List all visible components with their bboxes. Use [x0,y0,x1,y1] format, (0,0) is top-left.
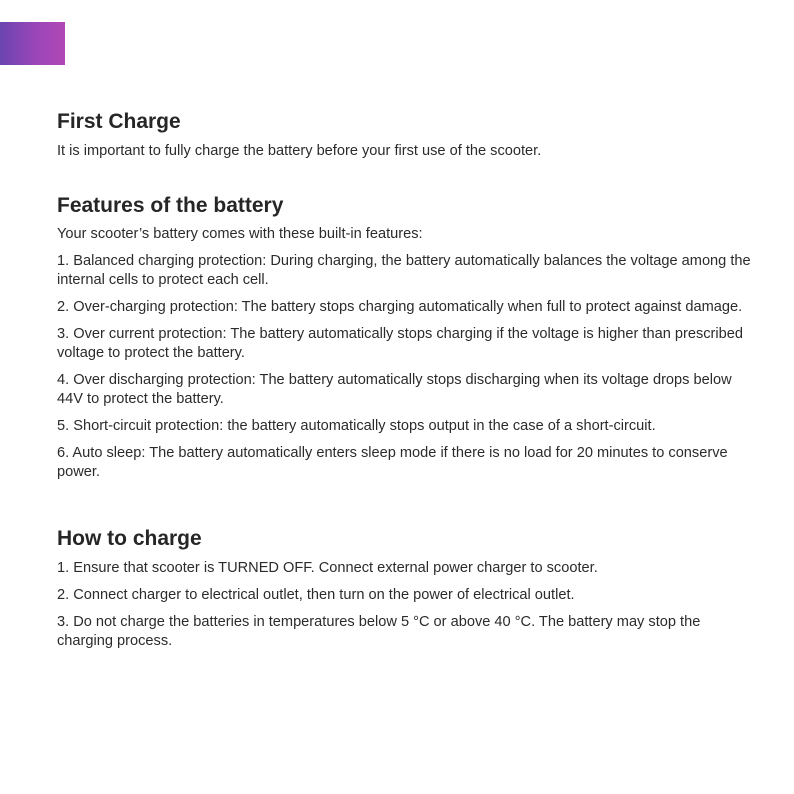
feature-item: 5. Short-circuit protection: the battery automatically stops output in the case of a short-circuit. [57,418,656,434]
battery-features-intro: Your scooter’s battery comes with these built-in features: [57,226,423,242]
how-to-charge-section [57,525,757,651]
battery-features-title: Features of the battery [57,194,284,217]
how-to-charge-list [57,559,757,651]
first-charge-body: It is important to fully charge the battery before your first use of the scooter. [57,143,542,159]
first-charge-title: First Charge [57,110,181,133]
charge-step: 2. Connect charger to electrical outlet, then turn on the power of electrical outlet. [57,587,575,603]
charge-step: 1. Ensure that scooter is TURNED OFF. Connect external power charger to scooter. [57,560,598,576]
feature-item: 6. Auto sleep: The battery automatically enters sleep mode if there is no load for 20 minutes to conserve power. [57,445,728,480]
accent-tab [0,22,65,65]
feature-item: 3. Over current protection: The battery automatically stops charging if the voltage is higher than prescribed voltage to protect the battery. [57,326,743,361]
first-charge-section [57,108,757,161]
feature-item: 4. Over discharging protection: The battery automatically stops discharging when its voltage drops below 44V to protect the battery. [57,372,732,407]
battery-features-section [57,192,757,482]
how-to-charge-title: How to charge [57,527,202,550]
charge-step: 3. Do not charge the batteries in temperatures below 5 °C or above 40 °C. The battery may stop the charging process. [57,614,701,649]
feature-item: 2. Over-charging protection: The battery stops charging automatically when full to protect against damage. [57,299,743,315]
feature-item: 1. Balanced charging protection: During charging, the battery automatically balances the voltage among the internal cells to protect each cell. [57,253,751,288]
manual-content [57,108,757,651]
battery-features-list [57,252,757,482]
